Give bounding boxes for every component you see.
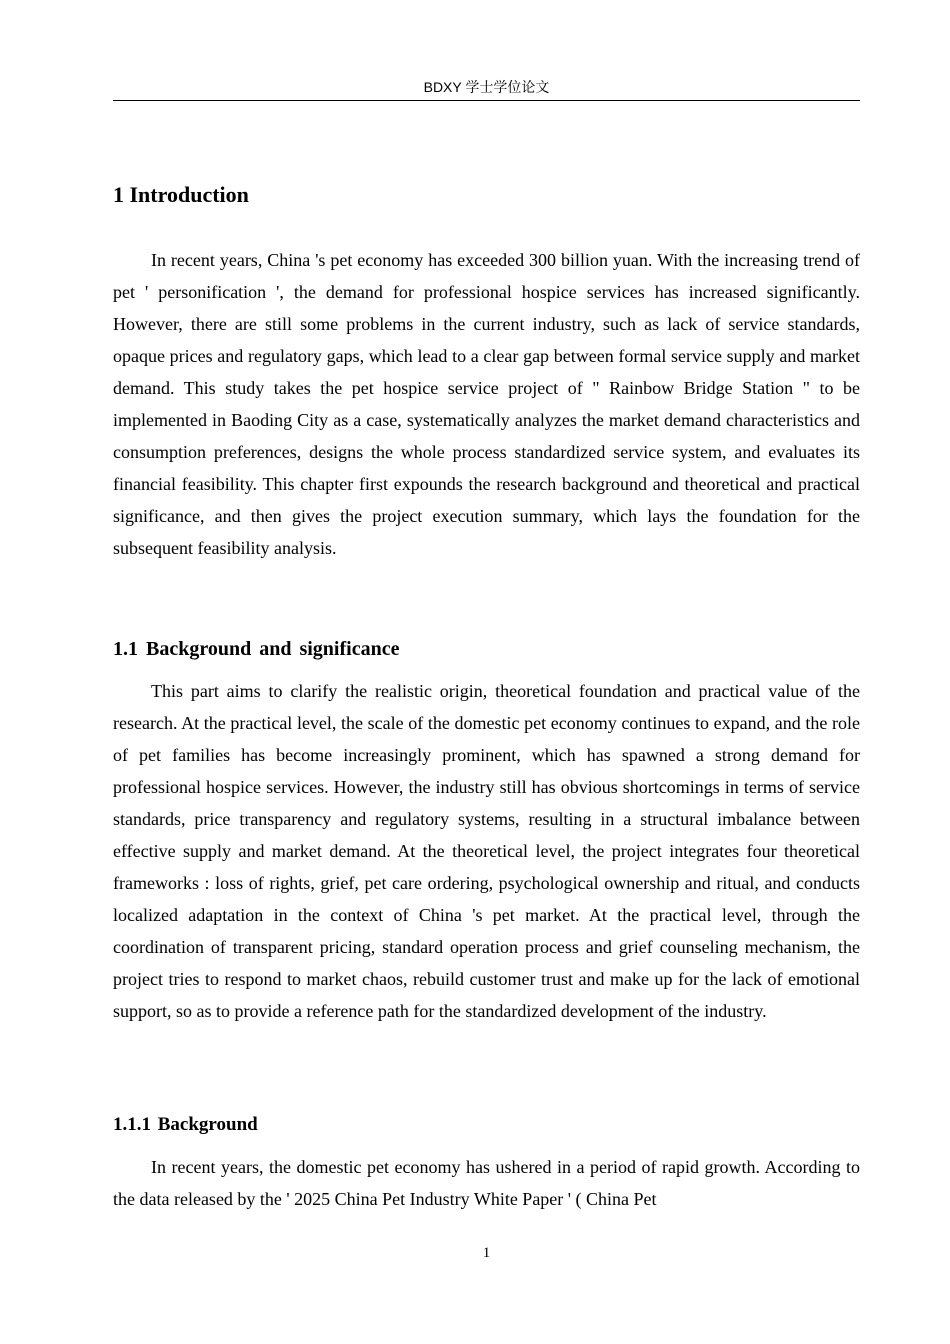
subsection-heading: 1.1 Background and significance bbox=[113, 638, 400, 660]
background-paragraph: In recent years, the domestic pet economy has ushered in a period of rapid growth. According to the data released by the ' 2025 China Pet Industry White Paper ' ( China Pet bbox=[113, 1157, 860, 1209]
section-heading: 1 Introduction bbox=[113, 182, 249, 207]
page-number: 1 bbox=[482, 1245, 491, 1261]
header-rule bbox=[113, 100, 860, 101]
intro-paragraph: In recent years, China 's pet economy has exceeded 300 billion yuan. With the increasing trend of pet ' personification ', the demand for professional hospice services has increased significantly. However, there are still some problems in the current industry, such as lack of service standards, opaque prices and regulatory gaps, which lead to a clear gap between formal service supply and market demand. This study takes the pet hospice service project of " Rainbow Bridge Station " to be implemented in Baoding City as a case, systematically analyzes the market demand characteristics and consumption preferences, designs the whole process standardized service system, and evaluates its financial feasibility. This chapter first expounds the research background and theoretical and practical significance, and then gives the project execution summary, which lays the foundation for the subsequent feasibility analysis. bbox=[113, 250, 860, 558]
running-header: BDXY 学士学位论文 bbox=[423, 79, 550, 95]
background-significance-paragraph: This part aims to clarify the realistic origin, theoretical foundation and practical value of the research. At the practical level, the scale of the domestic pet economy continues to expand, and the role of pet families has become increasingly prominent, which has spawned a strong demand for professional hospice services. However, the industry still has obvious shortcomings in terms of service standards, price transparency and regulatory systems, resulting in a structural imbalance between effective supply and market demand. At the theoretical level, the project integrates four theoretical frameworks : loss of rights, grief, pet care ordering, psychological ownership and ritual, and conducts localized adaptation in the context of China 's pet market. At the practical level, through the coordination of transparent pricing, standard operation process and grief counseling mechanism, the project tries to respond to market chaos, rebuild customer trust and make up for the lack of emotional support, so as to provide a reference path for the standardized development of the industry. bbox=[113, 681, 860, 1021]
subsubsection-heading: 1.1.1 Background bbox=[113, 1114, 258, 1135]
